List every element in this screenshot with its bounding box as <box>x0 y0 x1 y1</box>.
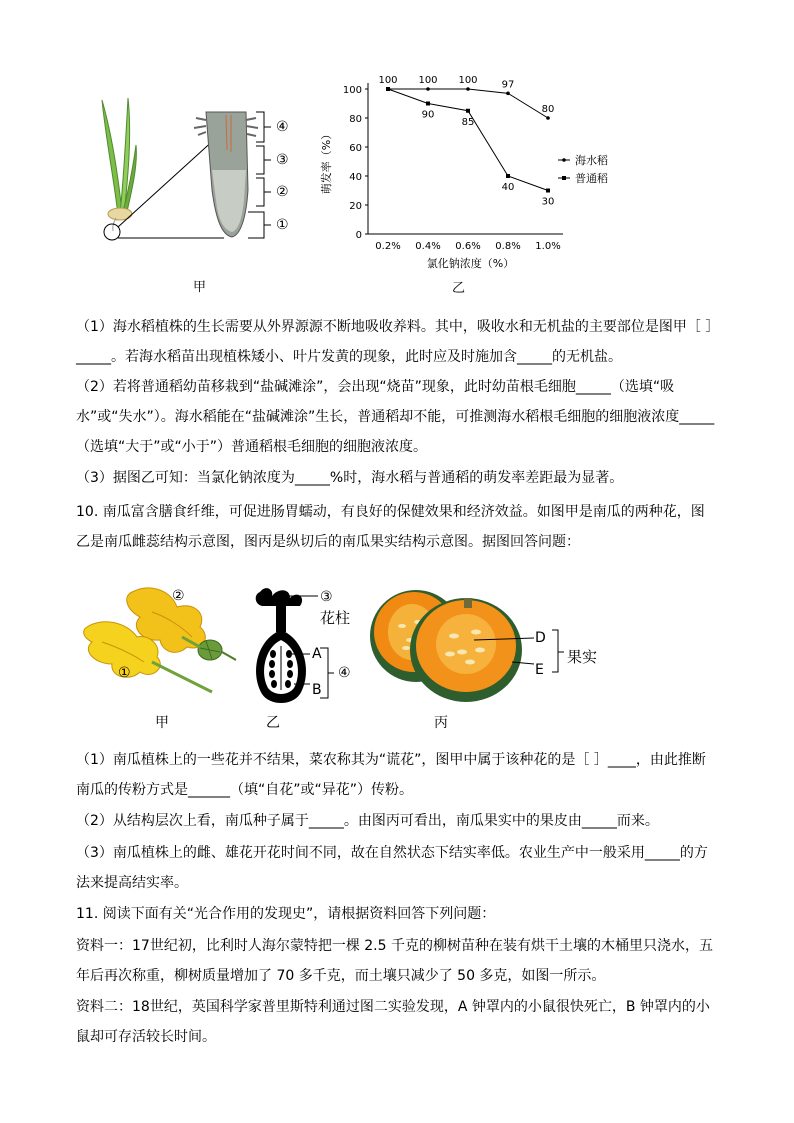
data-label: 40 <box>501 182 515 193</box>
data-label: 97 <box>501 79 515 91</box>
q9-part3: （3）据图乙可知：当氯化钠浓度为_____%时，海水稻与普通稻的萌发率差距最为显著。 <box>76 470 624 486</box>
x-tick-label: 0.4% <box>415 241 441 252</box>
x-tick-label: 1.0% <box>535 241 561 252</box>
x-tick-label: 0.8% <box>495 241 521 252</box>
figure-root-tip <box>96 90 306 250</box>
legend-label: 海水稻 <box>575 154 608 167</box>
series-point <box>546 116 550 120</box>
label-1: ① <box>276 217 289 233</box>
pistil-label-B: B <box>312 682 322 698</box>
y-tick-label: 100 <box>342 85 362 96</box>
legend-marker <box>562 158 566 162</box>
data-label: 100 <box>458 75 478 86</box>
q9-part1: （1）海水稻植株的生长需要从外界源源不断地吸收养料。其中，吸收水和无机盐的主要部位是图甲［ ］_____。若海水稻苗出现植株矮小、叶片发黄的现象，此时应及时施加含_____的无机盐。 <box>76 319 713 365</box>
caption-yi-top: 乙 <box>452 281 466 296</box>
fruit-label-E: E <box>535 662 544 678</box>
x-axis-label: 氯化钠浓度（%） <box>426 257 515 270</box>
flower-label-1: ① <box>118 665 131 681</box>
fruit-label-fruit: 果实 <box>567 648 598 666</box>
series-point <box>466 87 470 91</box>
caption-yi-bottom: 乙 <box>266 715 280 731</box>
data-label: 30 <box>541 196 555 208</box>
fruit-label-D: D <box>535 630 546 646</box>
data-label: 80 <box>541 104 555 115</box>
series-point <box>386 87 390 91</box>
y-tick-label: 80 <box>349 114 362 125</box>
q10-part2: （2）从结构层次上看，南瓜种子属于_____。由图丙可看出，南瓜果实中的果皮由_____而来。 <box>76 813 659 829</box>
data-label: 90 <box>421 109 435 121</box>
q11-material1: 资料一：17世纪初，比利时人海尔蒙特把一棵 2.5 千克的柳树苗种在装有烘干土壤的木桶里只浇水，五年后再次称重，柳树质量增加了 70 多千克，而土壤只减少了 50 多克，如图一所示。 <box>76 938 713 984</box>
y-axis-label: 萌发率（%） <box>320 128 333 195</box>
series-point <box>546 189 550 193</box>
caption-jia-top: 甲 <box>193 280 207 295</box>
q10-stem: 10. 南瓜富含膳食纤维，可促进肠胃蠕动，有良好的保健效果和经济效益。如图甲是南瓜的两种花，图乙是南瓜雌蕊结构示意图，图丙是纵切后的南瓜果实结构示意图。据图回答问题： <box>76 504 705 550</box>
y-tick-label: 20 <box>349 201 362 212</box>
series-point <box>426 87 430 91</box>
q10-part1: （1）南瓜植株上的一些花并不结果，菜农称其为“谎花”，图甲中属于该种花的是［ ］____，由此推断南瓜的传粉方式是______（填“自花”或“异花”）传粉。 <box>76 752 706 798</box>
caption-jia-bottom: 甲 <box>155 715 169 731</box>
y-tick-label: 60 <box>349 143 362 154</box>
x-tick-label: 0.6% <box>455 241 481 252</box>
legend-marker <box>562 176 566 180</box>
pistil-label-4: ④ <box>338 665 351 681</box>
germination-chart <box>318 72 638 297</box>
pistil-label-A: A <box>312 646 322 662</box>
pistil-label-3: ③ <box>320 589 333 605</box>
series-line-1 <box>388 89 548 191</box>
x-tick-label: 0.2% <box>375 241 401 252</box>
figure-pumpkin-flowers <box>82 582 242 702</box>
series-point <box>506 174 510 178</box>
data-label: 100 <box>418 75 438 86</box>
y-tick-label: 0 <box>355 230 362 241</box>
q9-part2: （2）若将普通稻幼苗移栽到“盐碱滩涂”，会出现“烧苗”现象，此时幼苗根毛细胞_____（选填“吸水”或“失水”）。海水稻能在“盐碱滩涂”生长，普通稻却不能，可推测海水稻根毛细胞的细胞液浓度_____（选填“大于”或“小于”）普通稻根毛细胞的细胞液浓度。 <box>76 379 715 455</box>
q11-material2: 资料二：18世纪，英国科学家普里斯特利通过图二实验发现，A 钟罩内的小鼠很快死亡，B 钟罩内的小鼠却可存活较长时间。 <box>76 999 710 1045</box>
figure-pumpkin-fruit <box>366 582 616 707</box>
q10-part3: （3）南瓜植株上的雌、雄花开花时间不同，故在自然状态下结实率低。农业生产中一般采用_____的方法来提高结实率。 <box>76 845 708 891</box>
y-tick-label: 40 <box>349 172 362 183</box>
series-point <box>466 109 470 113</box>
label-2: ② <box>276 184 289 200</box>
pistil-label-style: 花柱 <box>320 609 351 627</box>
caption-bing: 丙 <box>434 715 448 731</box>
label-4: ④ <box>276 119 289 135</box>
legend-label: 普通稻 <box>575 172 608 185</box>
flower-label-2: ② <box>172 588 185 604</box>
series-line-0 <box>388 89 548 118</box>
series-point <box>426 102 430 106</box>
data-label: 100 <box>378 75 398 86</box>
q11-stem: 11. 阅读下面有关“光合作用的发现史”，请根据资料回答下列问题： <box>76 906 496 922</box>
series-point <box>506 92 510 96</box>
label-3: ③ <box>276 152 289 168</box>
data-label: 85 <box>461 116 475 128</box>
figure-pistil <box>248 584 358 714</box>
